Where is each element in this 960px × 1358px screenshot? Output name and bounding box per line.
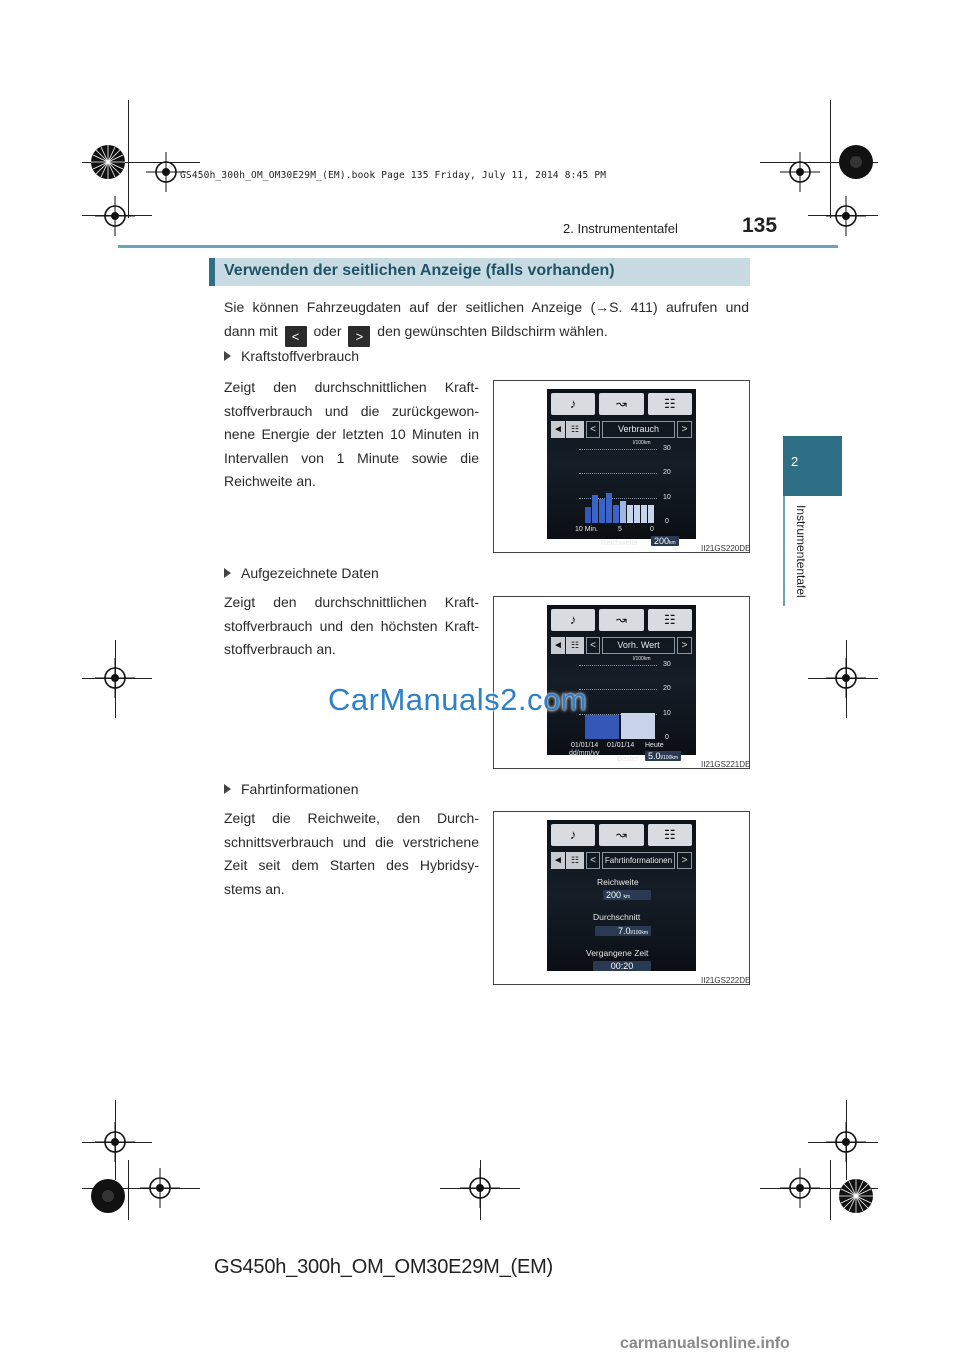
watermark-corner-text: carmanualsonline.info xyxy=(620,1335,790,1352)
chevron-left-icon: < xyxy=(586,852,600,869)
color-calibration-mark-icon xyxy=(836,1176,876,1216)
x-tick: 10 Min. xyxy=(575,526,598,533)
watermark-text: CarManuals2.com xyxy=(328,682,588,717)
x-label: Heute xyxy=(645,742,664,749)
x-label: 01/01/14 xyxy=(607,742,635,749)
bullet-triangle-icon xyxy=(224,784,231,794)
bar xyxy=(641,505,647,523)
trip-range-label: Reichweite xyxy=(597,877,639,887)
chart-menu-icon: ☷ xyxy=(566,421,584,438)
item-heading-text: Fahrtinformationen xyxy=(241,781,359,797)
document-footer: GS450h_300h_OM_OM30E29M_(EM) xyxy=(214,1256,554,1278)
item-heading xyxy=(224,348,359,364)
item-heading-text: Aufgezeichnete Daten xyxy=(241,565,379,581)
display-top-buttons xyxy=(551,609,692,631)
chevron-right-icon: > xyxy=(677,421,692,438)
bar-group xyxy=(585,705,657,739)
trip-time-value: 00:20 xyxy=(593,961,651,971)
text-line: Reichweite an. xyxy=(224,473,316,489)
intro-text: dann mit xyxy=(224,323,278,339)
y-tick: 0 xyxy=(665,734,669,741)
unit-label: l/100km xyxy=(633,440,651,446)
trip-range-unit: km xyxy=(623,894,631,900)
side-tab-divider xyxy=(783,496,785,606)
display-screen-title: Vorh. Wert xyxy=(602,637,675,654)
display-screen-title: Verbrauch xyxy=(602,421,675,438)
registration-target-icon xyxy=(95,658,135,698)
trip-average-label: Durchschnitt xyxy=(593,912,641,922)
route-icon: ↝ xyxy=(599,393,643,415)
display-tab-row xyxy=(551,421,692,438)
gridline xyxy=(579,665,657,666)
y-tick: 30 xyxy=(663,661,671,668)
display-tab-row xyxy=(551,852,692,869)
registration-target-icon xyxy=(780,152,820,192)
bullet-triangle-icon xyxy=(224,351,231,361)
gridline xyxy=(579,473,657,474)
bar xyxy=(620,501,626,523)
intro-paragraph xyxy=(224,295,749,343)
text-line: stoffverbrauch und die zurückgewon- xyxy=(224,402,479,419)
chevron-right-icon: > xyxy=(677,852,692,869)
figure-code: II21GS221DE xyxy=(701,760,751,769)
text-line: schnittsverbrauch und die verstrichene xyxy=(224,833,479,850)
registration-target-icon xyxy=(460,1168,500,1208)
route-icon: ↝ xyxy=(599,609,643,631)
text-line: stoffverbrauch an. xyxy=(224,641,336,657)
chart-menu-icon: ☷ xyxy=(566,852,584,869)
section-title: Verwenden der seitlichen Anzeige (falls vorhanden) xyxy=(224,262,615,279)
item-description xyxy=(224,807,479,901)
bar xyxy=(621,713,655,739)
text-line: Zeigt den durchschnittlichen Kraft- xyxy=(224,594,479,610)
color-calibration-mark-icon xyxy=(88,1176,128,1216)
registration-target-icon xyxy=(780,1168,820,1208)
best-value-box xyxy=(645,751,681,761)
color-calibration-mark-icon xyxy=(836,142,876,182)
header-divider xyxy=(118,245,838,248)
chart-menu-icon: ☷ xyxy=(566,637,584,654)
chart-icon: ☷ xyxy=(648,824,692,846)
bar xyxy=(599,499,605,523)
chevron-left-icon: < xyxy=(586,421,600,438)
gridline xyxy=(579,449,657,450)
registration-target-icon xyxy=(95,196,135,236)
figure-trip-information xyxy=(493,811,750,985)
range-value: 200 xyxy=(654,536,670,546)
bar xyxy=(592,495,598,523)
chevron-right-icon: > xyxy=(677,637,692,654)
back-arrow-icon: ◄ xyxy=(551,421,565,438)
intro-line-2 xyxy=(224,319,749,343)
chart-icon: ☷ xyxy=(648,609,692,631)
back-arrow-icon: ◄ xyxy=(551,637,565,654)
chapter-side-label: Instrumententafel xyxy=(794,505,808,598)
text-line: Zeigt den durchschnittlichen Kraft- xyxy=(224,379,479,395)
range-unit: km xyxy=(669,540,676,546)
intro-text: den gewünschten Bildschirm wählen. xyxy=(377,323,608,339)
y-tick: 20 xyxy=(663,685,671,692)
side-display-screen xyxy=(547,820,696,971)
chapter-side-number: 2 xyxy=(791,454,799,469)
previous-screen-key-icon: < xyxy=(285,326,307,347)
page-number: 135 xyxy=(742,214,778,237)
intro-line-1: Sie können Fahrzeugdaten auf der seitlichen Anzeige (→S. 411) aufrufen und xyxy=(224,299,749,315)
unit-label: l/100km xyxy=(633,656,651,662)
text-line: Intervallen von 1 Minute sowie die xyxy=(224,449,479,466)
text-line: stoffverbrauch und den höchsten Kraft- xyxy=(224,617,479,634)
route-icon: ↝ xyxy=(599,824,643,846)
figure-code: II21GS222DE xyxy=(701,976,751,985)
best-unit: l/100km xyxy=(660,755,679,761)
color-calibration-mark-icon xyxy=(88,142,128,182)
back-arrow-icon: ◄ xyxy=(551,852,565,869)
item-description xyxy=(224,376,479,494)
figure-fuel-consumption xyxy=(493,380,750,553)
display-top-buttons xyxy=(551,824,692,846)
item-heading xyxy=(224,565,379,581)
bar xyxy=(585,715,619,739)
music-icon: ♪ xyxy=(551,609,595,631)
y-tick: 10 xyxy=(663,494,671,501)
range-value-box xyxy=(651,536,679,546)
bar xyxy=(585,507,591,523)
figure-code: II21GS220DE xyxy=(701,544,751,553)
chapter-title: 2. Instrumententafel xyxy=(563,221,678,236)
y-tick: 10 xyxy=(663,710,671,717)
range-label: Reichweite xyxy=(601,538,638,547)
y-tick: 0 xyxy=(665,518,669,525)
x-tick: 0 xyxy=(650,526,654,533)
date-format-label: dd/mm/yy xyxy=(569,750,600,757)
bar xyxy=(606,493,612,523)
bar xyxy=(648,505,654,523)
next-screen-key-icon: > xyxy=(348,326,370,347)
trip-time-label: Vergangene Zeit xyxy=(586,948,649,958)
registration-target-icon xyxy=(826,196,866,236)
registration-target-icon xyxy=(826,1122,866,1162)
best-label: Bester xyxy=(617,754,639,763)
trip-average-value: 7.0 xyxy=(617,926,631,936)
chapter-side-label-wrap xyxy=(790,505,810,605)
print-book-info: GS450h_300h_OM_OM30E29M_(EM).book Page 135 Friday, July 11, 2014 8:45 PM xyxy=(180,170,607,181)
bar xyxy=(613,505,619,523)
display-top-buttons xyxy=(551,393,692,415)
item-heading-text: Kraftstoffverbrauch xyxy=(241,348,360,364)
trip-range-box xyxy=(603,890,651,900)
music-icon: ♪ xyxy=(551,393,595,415)
crop-line xyxy=(128,1160,129,1220)
bar-group xyxy=(585,489,657,523)
gridline xyxy=(579,689,657,690)
bar xyxy=(627,505,633,523)
item-heading xyxy=(224,781,359,797)
bullet-triangle-icon xyxy=(224,568,231,578)
item-description xyxy=(224,591,479,662)
chevron-left-icon: < xyxy=(586,637,600,654)
trip-average-box xyxy=(595,926,651,936)
text-line: stems an. xyxy=(224,880,285,897)
trip-average-unit: l/100km xyxy=(630,930,648,936)
registration-target-icon xyxy=(826,658,866,698)
y-tick: 30 xyxy=(663,445,671,452)
intro-text: oder xyxy=(313,323,342,339)
text-line: nene Energie der letzten 10 Minuten in xyxy=(224,426,479,442)
x-label: 01/01/14 xyxy=(571,742,599,749)
trip-range-value: 200 xyxy=(606,890,622,900)
text-line: Zeigt die Reichweite, den Durch- xyxy=(224,810,479,826)
crop-line xyxy=(830,1160,831,1220)
text-line: Zeit seit dem Starten des Hybridsy- xyxy=(224,857,479,873)
registration-target-icon xyxy=(140,1168,180,1208)
y-tick: 20 xyxy=(663,469,671,476)
display-tab-row xyxy=(551,637,692,654)
side-display-screen xyxy=(547,605,696,763)
best-value: 5.0 xyxy=(648,751,661,761)
display-screen-title: Fahrtinformationen xyxy=(602,852,675,869)
bar xyxy=(634,505,640,523)
side-display-screen xyxy=(547,389,696,547)
chart-icon: ☷ xyxy=(648,393,692,415)
music-icon: ♪ xyxy=(551,824,595,846)
registration-target-icon xyxy=(95,1122,135,1162)
x-tick: 5 xyxy=(618,526,622,533)
